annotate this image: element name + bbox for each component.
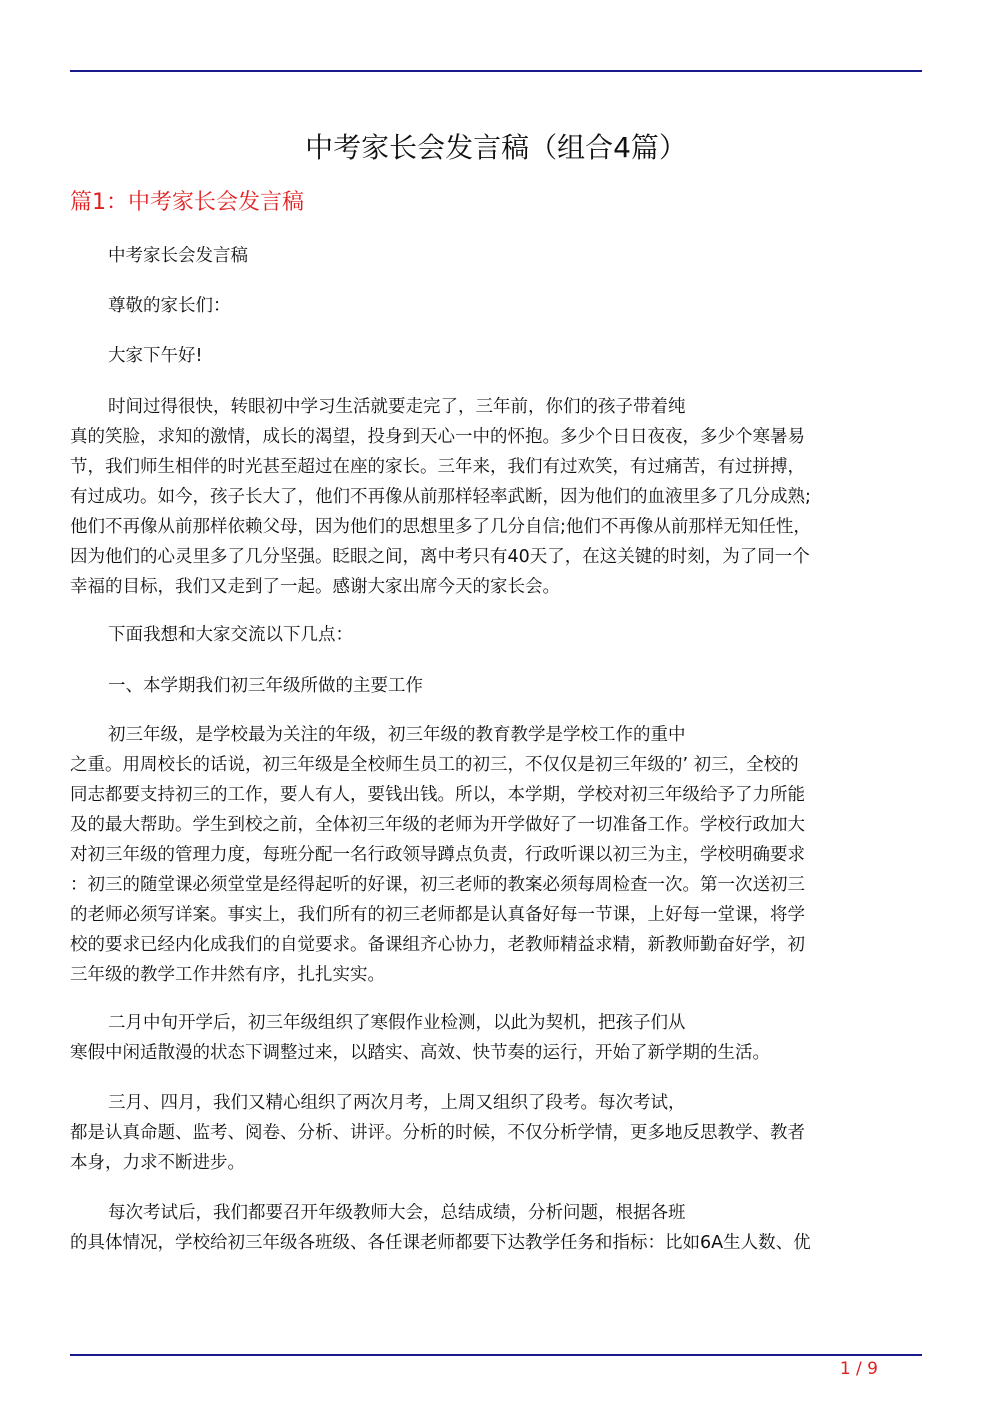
paragraph-line: 一、本学期我们初三年级所做的主要工作 xyxy=(108,676,423,696)
paragraph-line: 本身，力求不断进步。 xyxy=(70,1153,245,1173)
paragraph-line: 尊敬的家长们： xyxy=(108,296,231,316)
paragraph xyxy=(70,291,922,321)
paragraph-line: 三月、四月，我们又精心组织了两次月考，上周又组织了段考。每次考试， xyxy=(108,1093,686,1113)
paragraph xyxy=(70,392,922,602)
paragraph-line: 时间过得很快，转眼初中学习生活就要走完了，三年前，你们的孩子带着纯 xyxy=(108,397,686,417)
header-rule xyxy=(70,70,922,72)
paragraph-line: 每次考试后，我们都要召开年级教师大会，总结成绩，分析问题，根据各班 xyxy=(108,1203,686,1223)
paragraph-line: 之重。用周校长的话说，初三年级是全校师生员工的初三，不仅仅是初三年级的’ 初三，全校的 xyxy=(70,755,799,775)
paragraph xyxy=(70,720,922,990)
page-number: 1 / 9 xyxy=(839,1359,878,1379)
paragraph xyxy=(70,241,922,271)
paragraph-line: 寒假中闲适散漫的状态下调整过来，以踏实、高效、快节奏的运行，开始了新学期的生活。 xyxy=(70,1043,770,1063)
paragraph xyxy=(70,1088,922,1178)
paragraph-line: 及的最大帮助。学生到校之前，全体初三年级的老师为开学做好了一切准备工作。学校行政加大 xyxy=(70,815,805,835)
paragraph xyxy=(70,1198,922,1258)
paragraph-line: 的老师必须写详案。事实上，我们所有的初三老师都是认真备好每一节课，上好每一堂课，将学 xyxy=(70,905,805,925)
document-title: 中考家长会发言稿（组合4篇） xyxy=(305,131,687,164)
paragraph-line: 校的要求已经内化成我们的自觉要求。备课组齐心协力，老教师精益求精，新教师勤奋好学，初 xyxy=(70,935,805,955)
paragraph-line: 有过成功。如今，孩子长大了，他们不再像从前那样轻率武断，因为他们的血液里多了几分成熟; xyxy=(70,487,811,507)
paragraph-line: 的具体情况，学校给初三年级各班级、各任课老师都要下达教学任务和指标：比如6A生人数、优 xyxy=(70,1233,811,1253)
paragraph-line: 中考家长会发言稿 xyxy=(108,246,248,266)
paragraph-line: 二月中旬开学后，初三年级组织了寒假作业检测，以此为契机，把孩子们从 xyxy=(108,1013,686,1033)
paragraph-line: 初三年级，是学校最为关注的年级，初三年级的教育教学是学校工作的重中 xyxy=(108,725,686,745)
paragraph-line: ：初三的随堂课必须堂堂是经得起听的好课，初三老师的教案必须每周检查一次。第一次送初三 xyxy=(70,875,805,895)
paragraph-line: 对初三年级的管理力度，每班分配一名行政领导蹲点负责，行政听课以初三为主，学校明确要求 xyxy=(70,845,805,865)
paragraph-line: 三年级的教学工作井然有序，扎扎实实。 xyxy=(70,965,385,985)
paragraph-line: 节，我们师生相伴的时光甚至超过在座的家长。三年来，我们有过欢笑，有过痛苦，有过拼搏， xyxy=(70,457,805,477)
paragraph-line: 大家下午好! xyxy=(108,346,203,366)
paragraph-line: 真的笑脸，求知的激情，成长的渴望，投身到天心一中的怀抱。多少个日日夜夜，多少个寒暑易 xyxy=(70,427,805,447)
paragraph-line: 同志都要支持初三的工作，要人有人，要钱出钱。所以，本学期，学校对初三年级给予了力所能 xyxy=(70,785,805,805)
paragraph-line: 都是认真命题、监考、阅卷、分析、讲评。分析的时候，不仅分析学情，更多地反思教学、教者 xyxy=(70,1123,805,1143)
footer-rule xyxy=(70,1354,922,1356)
paragraph-line: 因为他们的心灵里多了几分坚强。眨眼之间，离中考只有40天了，在这关键的时刻，为了同一个 xyxy=(70,547,810,567)
paragraph-line: 下面我想和大家交流以下几点： xyxy=(108,625,353,645)
paragraph xyxy=(70,1008,922,1068)
paragraph-line: 幸福的目标，我们又走到了一起。感谢大家出席今天的家长会。 xyxy=(70,577,560,597)
paragraph xyxy=(70,620,922,650)
paragraph xyxy=(70,341,922,371)
section-heading: 篇1：中考家长会发言稿 xyxy=(70,190,304,215)
paragraph-line: 他们不再像从前那样依赖父母，因为他们的思想里多了几分自信;他们不再像从前那样无知任性， xyxy=(70,517,811,537)
paragraph xyxy=(70,671,922,701)
